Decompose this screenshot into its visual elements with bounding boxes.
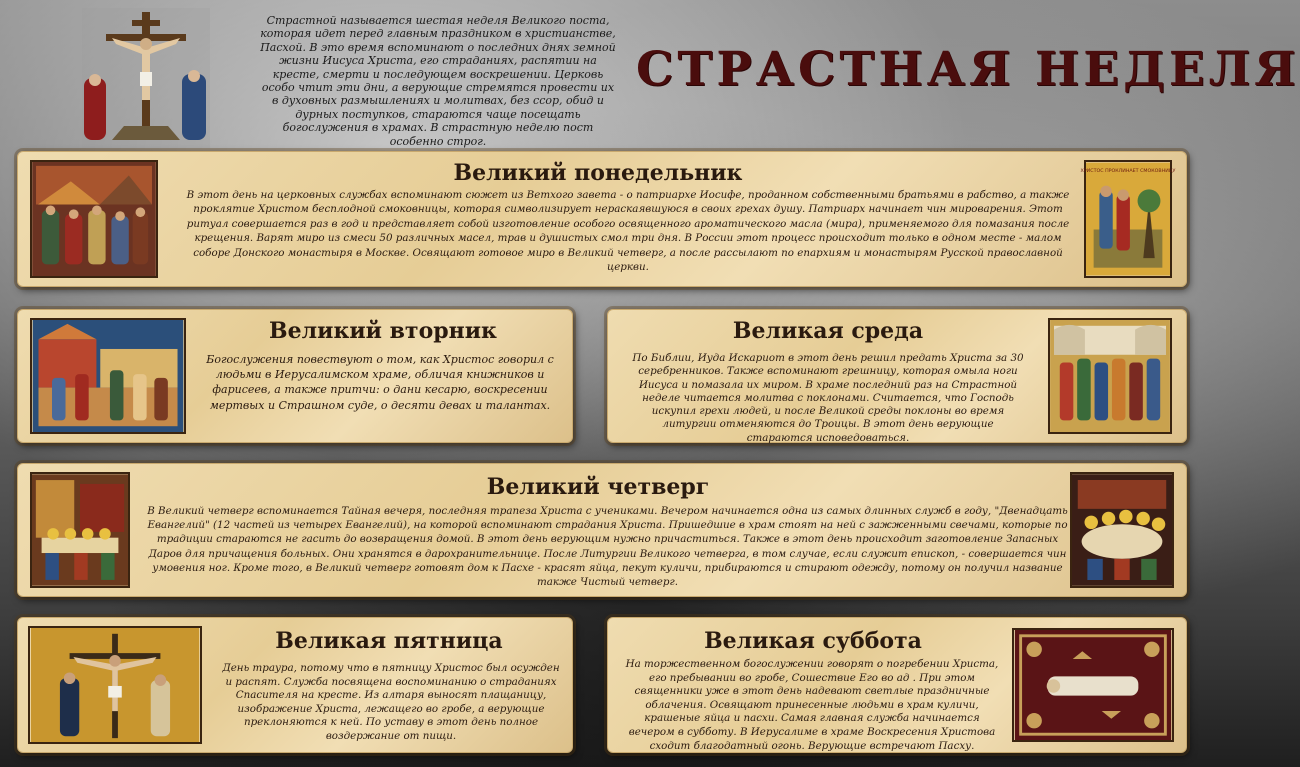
thursday-title: Великий четверг xyxy=(486,474,710,500)
tuesday-title: Великий вторник xyxy=(269,318,497,344)
temple-teaching-icon xyxy=(30,318,186,434)
saturday-panel xyxy=(607,617,1187,753)
wednesday-panel xyxy=(607,309,1187,443)
saturday-text: На торжественном богослужении говорят о погребении Христа, его пребывании во гробе, Сошествие Его во ад . При этом священники уже в этот день надевают светлые праздничные облачения. Освящают принесенные людьми в храм куличи, крашеные яйца и пасхи. Самая главная служба начинается вечером в субботу. В Иерусалиме в храме Воскресения Христова сходит благодатный огонь. Верующие встречают Пасху. xyxy=(625,658,999,752)
thursday-panel xyxy=(17,463,1187,597)
epitaphios-icon xyxy=(1012,628,1174,742)
friday-text: День траура, потому что в пятницу Христос был осужден и распят. Служба посвящена воспоминанию о страданиях Спасителя на кресте. Из алтаря выносят плащаницу, изображение Христа, лежащего во гробе, а верующие преклоняются к ней. По уставу в этот день полное воздержание от пищи. xyxy=(222,662,560,742)
saturday-title: Великая суббота xyxy=(704,628,922,654)
icon-caption: ХРИСТОС ПРОКЛИНАЕТ СМОКОВНИЦУ xyxy=(1080,169,1176,175)
intro-text: Страстной называется шестая неделя Великого поста, которая идет перед главным праздником в христианстве, Пасхой. В это время вспоминают о последних днях земной жизни Иисуса Христа, его страданиях, распятии на кресте, смерти и последующем воскрешении. Церковь особо чтит эти дни, а верующие стремятся провести их в духовных размышлениях и молитвах, без ссор, обид и дурных поступков, стараются чаще посещать богослужения в храмах. В страстную неделю пост особенно строг. xyxy=(260,14,616,148)
thursday-text: В Великий четверг вспоминается Тайная вечеря, последняя трапеза Христа с учениками. Вечером начинается одна из самых длинных служб в году, "Двенадцать Евангелий" (12 частей из четырех Евангелий), на которой вспоминают страдания Христа. Пришедшие в храм стоят на ней с зажженными свечами, которые по традиции стараются не гасить до возвращения домой. В этот день верующим нужно причаститься. Также в этот день происходит заготовление Запасных Даров для причащения больных. Они хранятся в дарохранительнице. После Литургии Великого четверга, в том случае, если служит епископ, - совершается чин умовения ног. Кроме того, в Великий четверг готовят дом к Пасхе - красят яйца, пекут куличи, прибираются и стирают одежду, потому он получил название также Чистый четверг. xyxy=(147,505,1068,589)
wednesday-title: Великая среда xyxy=(732,318,924,344)
anointing-icon xyxy=(1048,318,1172,434)
tuesday-panel xyxy=(17,309,573,443)
joseph-sold-icon xyxy=(30,160,158,278)
friday-panel xyxy=(17,617,573,753)
monday-panel xyxy=(17,151,1187,287)
monday-title: Великий понедельник xyxy=(453,160,743,186)
tuesday-text: Богослужения повествуют о том, как Христос говорил с людьми в Иерусалимском храме, обличая книжников и фарисеев, а также притчи: о дани кесарю, воскресении мертвых и Страшном суде, о десяти девах и талантах. xyxy=(206,353,554,412)
page-title: СТРАСТНАЯ НЕДЕЛЯ xyxy=(636,42,1300,97)
crucifixion-icon xyxy=(82,8,210,148)
monday-text: В этот день на церковных службах вспоминают сюжет из Ветхого завета - о патриархе Иосифе, проданном собственными братьями в рабство, а также проклятие Христом бесплодной смоковницы, которая символизирует нераскаявшуюся в своих грехах душу. Патриарх начинает чин мироварения. Этот ритуал совершается раз в год и представляет собой изготовление особого освященного ароматического масла (мира), применяемого для помазания после крещения. Варят миро из смеси 50 различных масел, трав и душистых смол три дня. В России этот процесс происходит только в одном месте - малом соборе Донского монастыря в Москве. Освящают готовое миро в Великий четверг, а после рассылают по епархиям и монастырям Русской православной церкви. xyxy=(186,189,1070,274)
wednesday-text: По Библии, Иуда Искариот в этот день решил предать Христа за 30 серебренников. Также вспоминают грешницу, которая омыла ноги Иисуса и помазала их миром. В храме последний раз на Страстной неделе читается молитва с поклонами. Считается, что Господь искупил грехи людей, и после Великой среды поклоны во время литургии отменяются до Троицы. В этот день верующие стараются исповедоваться. xyxy=(632,352,1024,444)
crucifixion-mosaic-icon xyxy=(28,626,202,744)
friday-title: Великая пятница xyxy=(275,628,503,654)
cursing-fig-tree-icon xyxy=(1080,160,1176,278)
last-supper-table-icon xyxy=(1070,472,1174,588)
last-supper-icon xyxy=(30,472,130,588)
